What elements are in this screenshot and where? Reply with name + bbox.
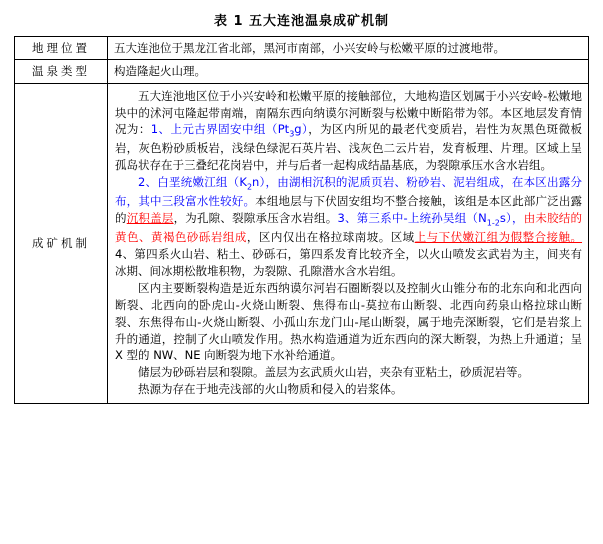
spring-type-value: 构造隆起火山理。	[108, 60, 589, 83]
p3-highlight-red-2: 上与下伏嫩江组为假整合接触。	[414, 230, 583, 245]
mechanism-paragraph-1	[115, 88, 582, 175]
mechanism-paragraph-5: 热源为存在于地壳浅部的火山物质和侵入的岩浆体。	[138, 382, 403, 397]
p2-rest2: ，为孔隙、裂隙承压含水岩组。	[173, 211, 338, 226]
p3-blue-label: 3、第三系中-上统孙吴组$(N_{1-2}s)$，	[337, 211, 524, 228]
table-row-mechanism	[15, 83, 589, 404]
p3-highlight-red-1: 由未胶结的黄色、黄褐色砂砾岩组成	[115, 211, 583, 245]
p1-seg2: ，为区内所见的最老代变质岩，岩性为灰黑色斑微板岩，灰色粉砂质板岩，浅绿色绿泥石英片岩、浅灰色二云片岩，发育板理、片理。区域上呈孤岛状存在于三叠纪花岗岩中，并与后者一起构成结晶基底，为裂隙承压水含水岩组。	[115, 122, 583, 173]
mechanism-value	[108, 83, 589, 404]
p2-blue-label: 2、白垩统嫩江组$(K_2n)$，由湖相沉积的泥质页岩、粉砂岩、泥岩组成，在本区出露分布，其中三段富水性较好。	[115, 175, 582, 209]
p2-rest1: 本组地层与下伏固安组均不整合接触，该组是本区此部广泛出露的	[115, 194, 582, 226]
mechanism-table	[14, 36, 589, 404]
mechanism-paragraph-2	[115, 174, 582, 280]
p2-sub: 2	[246, 182, 253, 192]
page-title: 表 1 五大连池温泉成矿机制	[213, 14, 390, 29]
p1-sub: 3	[289, 129, 295, 139]
p1-blue-label: 1、上元古界固安中组$(Pt_3g)$	[150, 122, 309, 139]
p3-rest1: ，区内仅出在格拉球南坡。区域	[246, 230, 415, 245]
location-label: 地理位置	[15, 37, 108, 60]
location-value: 五大连池位于黑龙江省北部，黑河市南部，小兴安岭与松嫩平原的过渡地带。	[108, 37, 589, 60]
mechanism-paragraph-3: 区内主要断裂构造是近东西纳谟尔河岩石圈断裂以及控制火山锥分布的北东向和北西向断裂、北西向的卧虎山-火烧山断裂、焦得布山-莫拉布山断裂、北西向药泉山格拉球山断裂、东焦得布山-火烧山断裂、小孤山东龙门山-尾山断裂，属于地壳深断裂，它们是岩浆上升的通道，控制了火山喷发作用。热水构造通道为近东西向的深大断裂，为热上升通道；呈 X 型的 NW、NE 向断裂为地下水补给通道。	[115, 280, 582, 363]
p3-sub: 1-2	[486, 218, 500, 228]
spring-type-label: 温泉类型	[15, 60, 108, 83]
table-row-spring-type	[15, 60, 589, 83]
p2-highlight-red: 沉积盖层	[126, 211, 174, 226]
p1-seg1: 五大连池地区位于小兴安岭和松嫩平原的接触部位，大地构造区划属于小兴安岭-松嫩地块中的沭河屯隆起带南端，南隔东西向纳谟尔河断裂与松嫩中断陷带为邻。本区地层发育情况为：	[115, 88, 582, 137]
table-row-location	[15, 37, 589, 60]
mechanism-paragraph-4: 储层为砂砾岩层和裂隙。盖层为玄武质火山岩，夹杂有亚粘土，砂质泥岩等。	[138, 365, 529, 380]
mechanism-label: 成矿机制	[15, 83, 108, 404]
p4-text: 4、第四系火山岩、粘土、砂砾石，第四系发育比较齐全，以火山喷发玄武岩为主，间夹有冰期、间冰期松散堆积物，为裂隙、孔隙潜水含水岩组。	[115, 247, 582, 279]
